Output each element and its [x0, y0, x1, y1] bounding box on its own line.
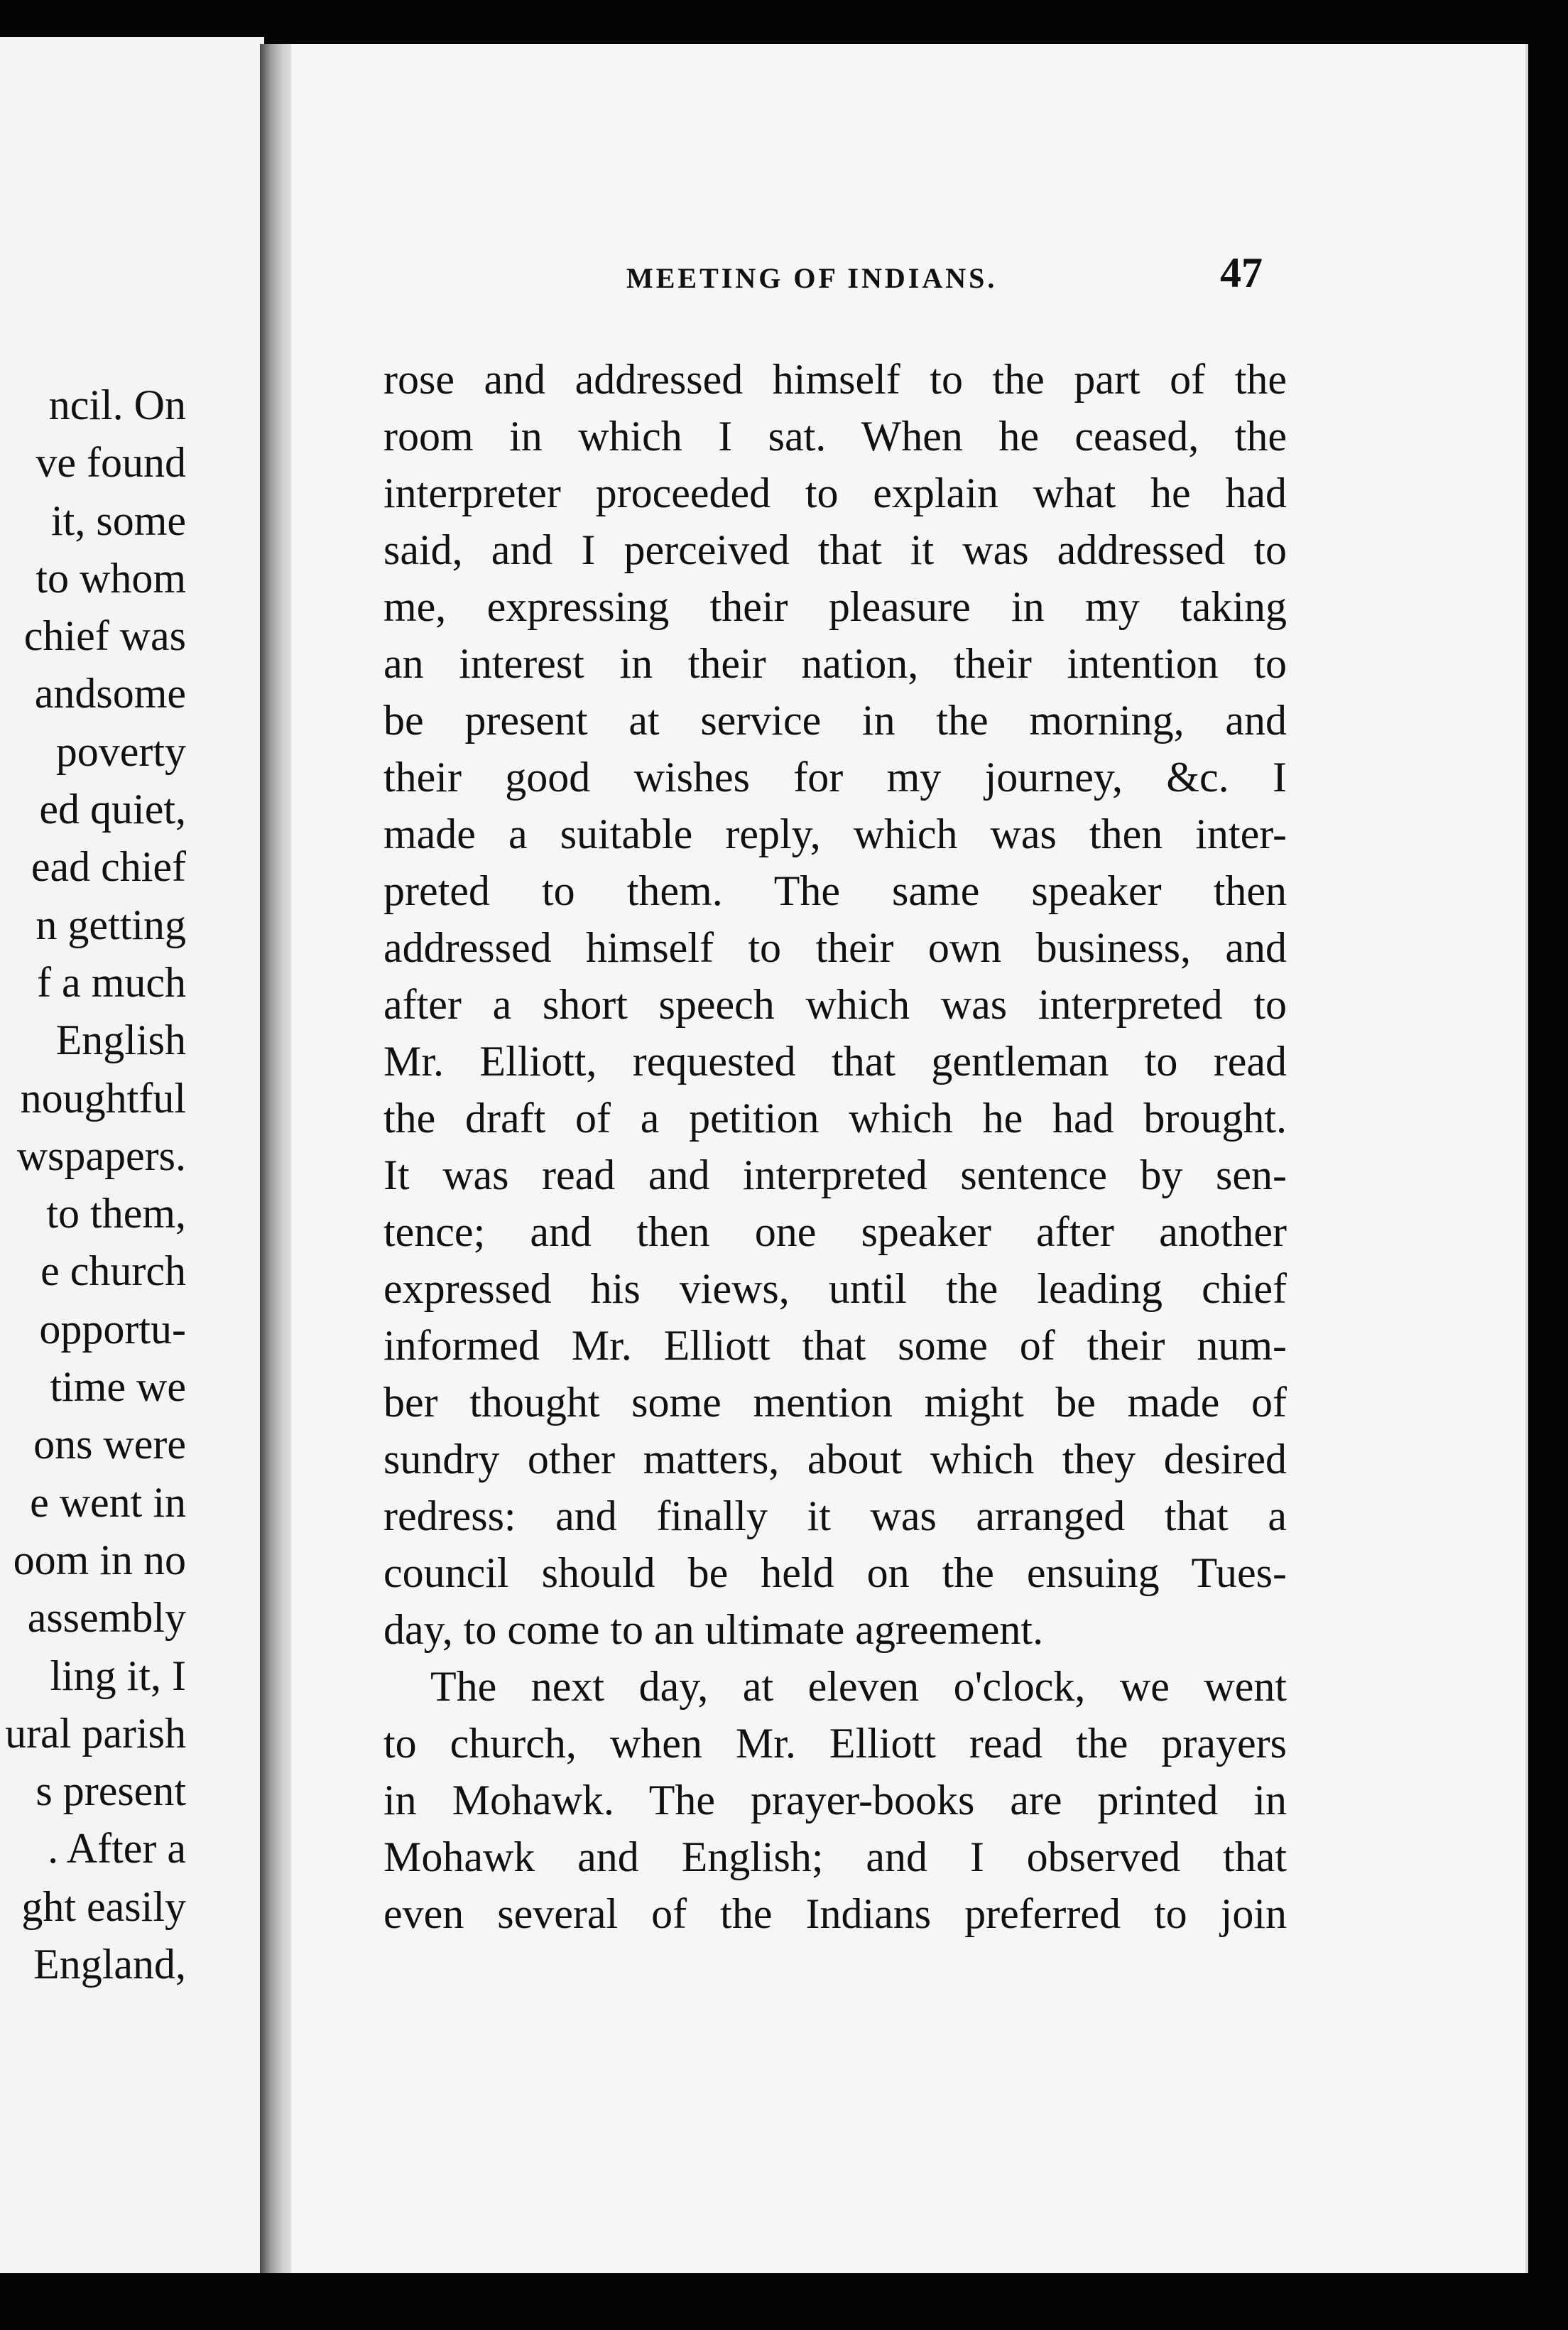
left-text-line: oom in no	[13, 1536, 186, 1583]
text-line: rose and addressed himself to the part of the	[383, 356, 1287, 403]
left-text-line: opportu-	[39, 1305, 186, 1353]
paragraph-start-line: The next day, at eleven o'clock, we went	[430, 1663, 1287, 1710]
left-text-line: chief was	[23, 612, 186, 660]
left-text-line: ling it, I	[50, 1652, 186, 1699]
left-page-text	[0, 376, 186, 1993]
text-line: tence; and then one speaker after another	[383, 1208, 1287, 1255]
left-text-line: ural parish	[5, 1709, 186, 1757]
text-line: expressed his views, until the leading chief	[383, 1265, 1287, 1312]
left-text-line: e went in	[30, 1478, 186, 1526]
left-page	[0, 37, 264, 2273]
text-line: redress: and finally it was arranged that a	[383, 1492, 1287, 1539]
text-line: in Mohawk. The prayer-books are printed in	[383, 1777, 1287, 1824]
left-text-line: andsome	[34, 670, 186, 717]
left-text-line: e church	[40, 1247, 186, 1295]
text-line: addressed himself to their own business, and	[383, 924, 1287, 971]
scan-bottom-border	[0, 2273, 1568, 2330]
page-number: 47	[1220, 249, 1263, 296]
left-text-line: poverty	[55, 727, 186, 775]
text-line: made a suitable reply, which was then inter-	[383, 811, 1287, 857]
left-text-line: it, some	[51, 497, 186, 544]
body-text	[383, 351, 1287, 1942]
left-text-line: ons were	[33, 1421, 186, 1468]
text-line: to church, when Mr. Elliott read the prayers	[383, 1720, 1287, 1767]
text-line: council should be held on the ensuing Tues-	[383, 1549, 1287, 1596]
left-text-line: assembly	[27, 1594, 186, 1642]
text-line: after a short speech which was interpreted to	[383, 981, 1287, 1028]
left-text-line: wspapers.	[16, 1132, 186, 1179]
left-text-line: to whom	[36, 554, 186, 602]
paragraph-end-line: day, to come to an ultimate agreement.	[383, 1606, 1044, 1653]
left-text-line: ncil. On	[48, 381, 186, 428]
text-line: informed Mr. Elliott that some of their num-	[383, 1322, 1287, 1369]
left-text-line: noughtful	[20, 1074, 186, 1122]
left-text-line: English	[55, 1017, 186, 1064]
text-line: preted to them. The same speaker then	[383, 867, 1287, 914]
text-line: said, and I perceived that it was addressed to	[383, 526, 1287, 573]
left-text-line: f a much	[37, 958, 186, 1006]
left-text-line: to them,	[46, 1190, 186, 1237]
left-text-line: time we	[50, 1363, 186, 1411]
book-gutter	[260, 44, 295, 2282]
text-line: room in which I sat. When he ceased, the	[383, 413, 1287, 460]
text-line: sundry other matters, about which they desired	[383, 1436, 1287, 1483]
text-line: even several of the Indians preferred to join	[383, 1890, 1287, 1937]
text-line: ber thought some mention might be made of	[383, 1379, 1287, 1426]
left-text-line: ght easily	[21, 1882, 186, 1930]
left-text-line: n getting	[36, 901, 186, 948]
text-line: be present at service in the morning, and	[383, 697, 1287, 744]
left-text-line: s present	[36, 1767, 186, 1815]
text-line: Mohawk and English; and I observed that	[383, 1833, 1287, 1880]
text-line: their good wishes for my journey, &c. I	[383, 754, 1287, 801]
left-text-line: England,	[33, 1941, 186, 1988]
left-text-line: ead chief	[31, 843, 186, 891]
text-line: the draft of a petition which he had brought.	[383, 1095, 1287, 1142]
left-text-line: . After a	[48, 1825, 186, 1873]
text-line: It was read and interpreted sentence by sen-	[383, 1152, 1287, 1198]
left-text-line: ve found	[36, 439, 186, 487]
left-text-line: ed quiet,	[39, 786, 186, 833]
text-line: Mr. Elliott, requested that gentleman to read	[383, 1038, 1287, 1085]
running-head: MEETING OF INDIANS.	[626, 262, 998, 294]
text-line: an interest in their nation, their intention to	[383, 640, 1287, 687]
text-line: me, expressing their pleasure in my taking	[383, 583, 1287, 630]
text-line: interpreter proceeded to explain what he had	[383, 470, 1287, 516]
